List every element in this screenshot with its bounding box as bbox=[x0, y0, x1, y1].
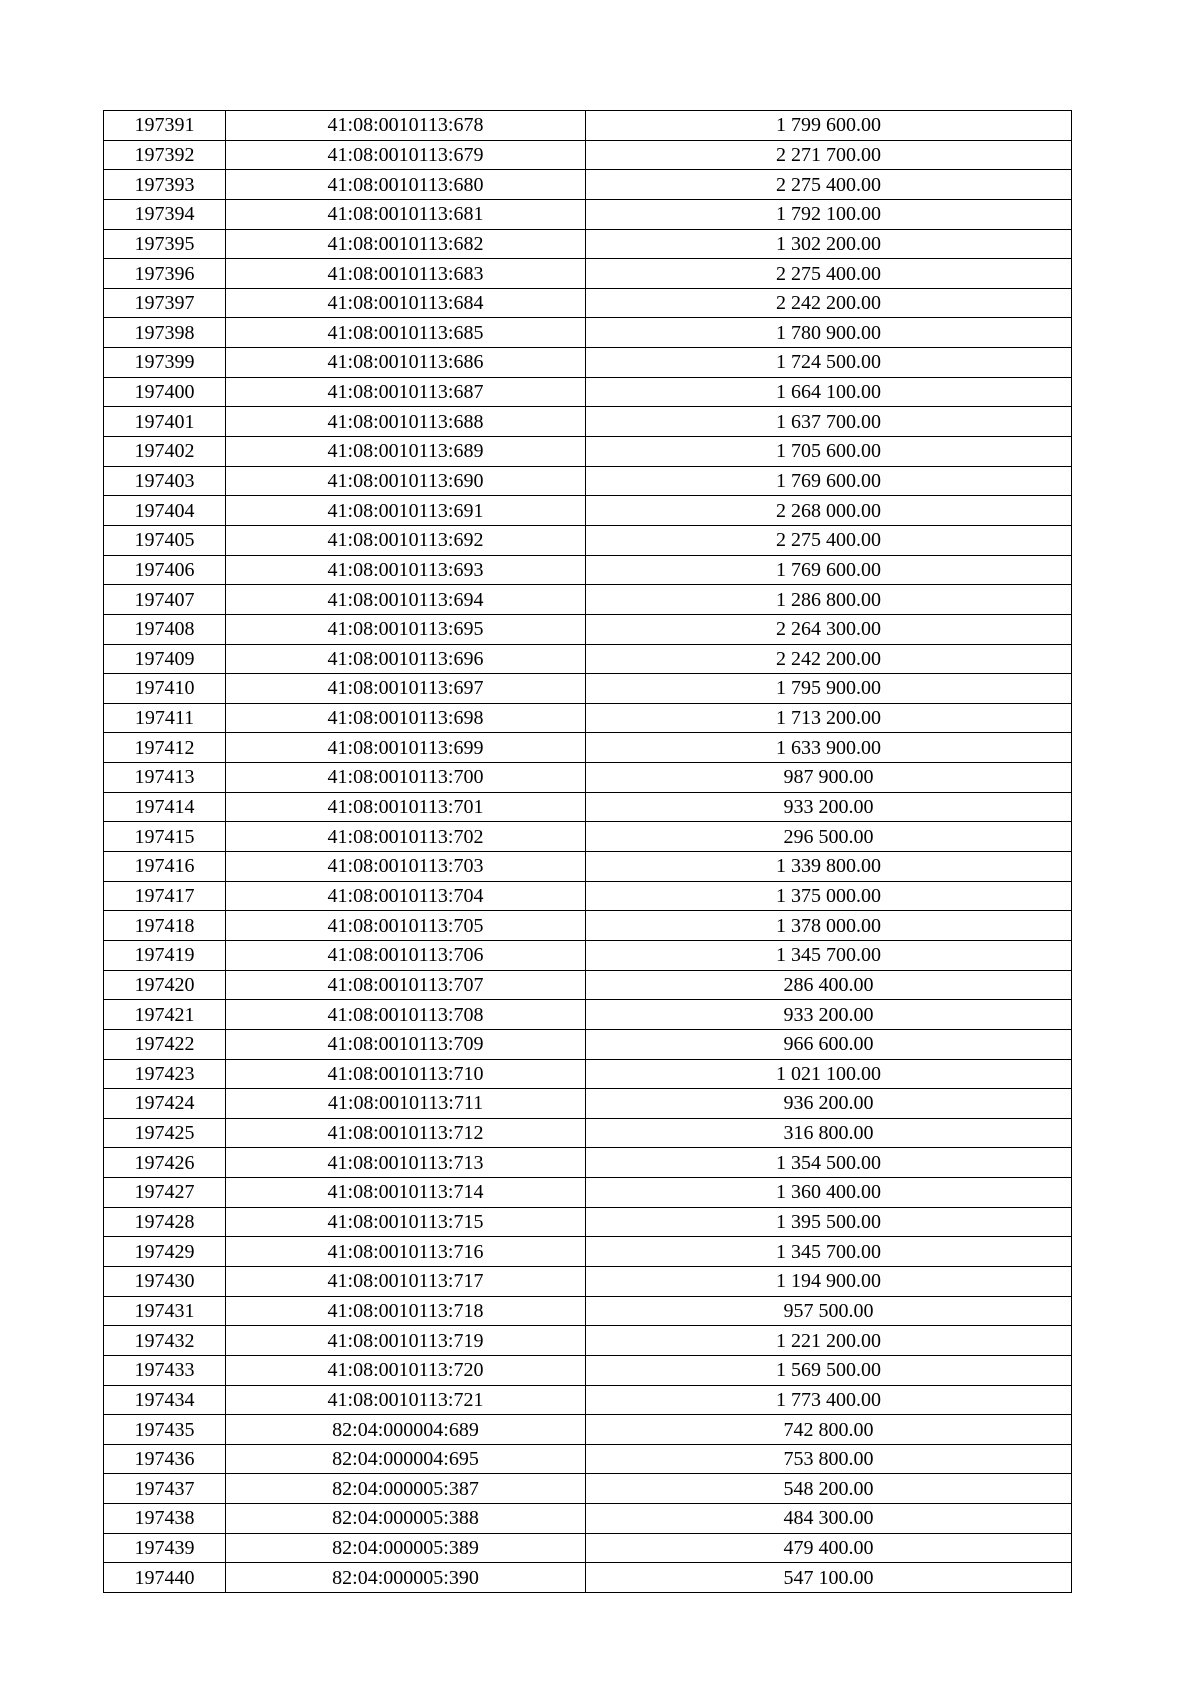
cadastral-value-cell: 1 345 700.00 bbox=[586, 1237, 1072, 1267]
cadastral-number-cell: 41:08:0010113:708 bbox=[226, 1000, 586, 1030]
cadastral-number-cell: 82:04:000005:387 bbox=[226, 1474, 586, 1504]
cadastral-number-cell: 41:08:0010113:707 bbox=[226, 970, 586, 1000]
table-row bbox=[104, 437, 1072, 467]
table-row bbox=[104, 318, 1072, 348]
cadastral-number-cell: 41:08:0010113:685 bbox=[226, 318, 586, 348]
cadastral-number-cell: 41:08:0010113:696 bbox=[226, 644, 586, 674]
cadastral-value-cell: 2 271 700.00 bbox=[586, 140, 1072, 170]
cadastral-value-cell: 1 713 200.00 bbox=[586, 703, 1072, 733]
table-row bbox=[104, 1444, 1072, 1474]
row-number-cell: 197400 bbox=[104, 377, 226, 407]
table-row bbox=[104, 644, 1072, 674]
row-number-cell: 197395 bbox=[104, 229, 226, 259]
row-number-cell: 197403 bbox=[104, 466, 226, 496]
cadastral-number-cell: 41:08:0010113:705 bbox=[226, 911, 586, 941]
cadastral-number-cell: 41:08:0010113:689 bbox=[226, 437, 586, 467]
cadastral-number-cell: 41:08:0010113:678 bbox=[226, 111, 586, 141]
table-row bbox=[104, 1029, 1072, 1059]
cadastral-number-cell: 82:04:000004:689 bbox=[226, 1415, 586, 1445]
table-row bbox=[104, 822, 1072, 852]
row-number-cell: 197440 bbox=[104, 1563, 226, 1593]
row-number-cell: 197432 bbox=[104, 1326, 226, 1356]
table-row bbox=[104, 1266, 1072, 1296]
cadastral-value-cell: 1 664 100.00 bbox=[586, 377, 1072, 407]
cadastral-number-cell: 82:04:000005:390 bbox=[226, 1563, 586, 1593]
row-number-cell: 197429 bbox=[104, 1237, 226, 1267]
table-row bbox=[104, 733, 1072, 763]
cadastral-value-cell: 987 900.00 bbox=[586, 763, 1072, 793]
row-number-cell: 197427 bbox=[104, 1178, 226, 1208]
row-number-cell: 197424 bbox=[104, 1089, 226, 1119]
row-number-cell: 197425 bbox=[104, 1118, 226, 1148]
table-row bbox=[104, 1237, 1072, 1267]
table-body bbox=[104, 111, 1072, 1593]
table-row bbox=[104, 1326, 1072, 1356]
cadastral-number-cell: 41:08:0010113:691 bbox=[226, 496, 586, 526]
table-row bbox=[104, 1118, 1072, 1148]
table-row bbox=[104, 140, 1072, 170]
cadastral-value-cell: 966 600.00 bbox=[586, 1029, 1072, 1059]
cadastral-value-cell: 479 400.00 bbox=[586, 1533, 1072, 1563]
cadastral-value-cell: 1 724 500.00 bbox=[586, 348, 1072, 378]
table-row bbox=[104, 496, 1072, 526]
table-row bbox=[104, 763, 1072, 793]
cadastral-number-cell: 41:08:0010113:694 bbox=[226, 585, 586, 615]
cadastral-value-cell: 1 799 600.00 bbox=[586, 111, 1072, 141]
row-number-cell: 197405 bbox=[104, 525, 226, 555]
row-number-cell: 197436 bbox=[104, 1444, 226, 1474]
table-row bbox=[104, 970, 1072, 1000]
cadastral-number-cell: 41:08:0010113:704 bbox=[226, 881, 586, 911]
row-number-cell: 197433 bbox=[104, 1355, 226, 1385]
cadastral-value-cell: 286 400.00 bbox=[586, 970, 1072, 1000]
cadastral-value-cell: 316 800.00 bbox=[586, 1118, 1072, 1148]
cadastral-value-cell: 753 800.00 bbox=[586, 1444, 1072, 1474]
row-number-cell: 197437 bbox=[104, 1474, 226, 1504]
cadastral-value-cell: 1 637 700.00 bbox=[586, 407, 1072, 437]
row-number-cell: 197434 bbox=[104, 1385, 226, 1415]
row-number-cell: 197417 bbox=[104, 881, 226, 911]
cadastral-value-cell: 2 275 400.00 bbox=[586, 259, 1072, 289]
cadastral-number-cell: 41:08:0010113:690 bbox=[226, 466, 586, 496]
row-number-cell: 197428 bbox=[104, 1207, 226, 1237]
cadastral-value-cell: 1 795 900.00 bbox=[586, 674, 1072, 704]
table-row bbox=[104, 111, 1072, 141]
table-row bbox=[104, 1504, 1072, 1534]
cadastral-number-cell: 41:08:0010113:721 bbox=[226, 1385, 586, 1415]
cadastral-value-cell: 1 378 000.00 bbox=[586, 911, 1072, 941]
cadastral-value-cell: 1 194 900.00 bbox=[586, 1266, 1072, 1296]
table-row bbox=[104, 1000, 1072, 1030]
cadastral-value-cell: 1 773 400.00 bbox=[586, 1385, 1072, 1415]
cadastral-value-cell: 2 242 200.00 bbox=[586, 288, 1072, 318]
cadastral-value-cell: 2 268 000.00 bbox=[586, 496, 1072, 526]
table-row bbox=[104, 940, 1072, 970]
table-row bbox=[104, 1563, 1072, 1593]
cadastral-value-cell: 1 286 800.00 bbox=[586, 585, 1072, 615]
row-number-cell: 197423 bbox=[104, 1059, 226, 1089]
cadastral-value-cell: 2 275 400.00 bbox=[586, 170, 1072, 200]
cadastral-number-cell: 41:08:0010113:717 bbox=[226, 1266, 586, 1296]
cadastral-number-cell: 41:08:0010113:720 bbox=[226, 1355, 586, 1385]
table-row bbox=[104, 1355, 1072, 1385]
row-number-cell: 197430 bbox=[104, 1266, 226, 1296]
table-row bbox=[104, 585, 1072, 615]
row-number-cell: 197422 bbox=[104, 1029, 226, 1059]
row-number-cell: 197431 bbox=[104, 1296, 226, 1326]
cadastral-value-cell: 1 792 100.00 bbox=[586, 199, 1072, 229]
cadastral-number-cell: 41:08:0010113:714 bbox=[226, 1178, 586, 1208]
cadastral-number-cell: 41:08:0010113:688 bbox=[226, 407, 586, 437]
table-row bbox=[104, 1207, 1072, 1237]
table-row bbox=[104, 466, 1072, 496]
table-row bbox=[104, 1089, 1072, 1119]
cadastral-number-cell: 41:08:0010113:706 bbox=[226, 940, 586, 970]
cadastral-number-cell: 41:08:0010113:709 bbox=[226, 1029, 586, 1059]
row-number-cell: 197415 bbox=[104, 822, 226, 852]
cadastral-number-cell: 41:08:0010113:703 bbox=[226, 852, 586, 882]
row-number-cell: 197413 bbox=[104, 763, 226, 793]
cadastral-number-cell: 41:08:0010113:698 bbox=[226, 703, 586, 733]
cadastral-value-cell: 1 769 600.00 bbox=[586, 555, 1072, 585]
table-row bbox=[104, 792, 1072, 822]
cadastral-number-cell: 41:08:0010113:695 bbox=[226, 614, 586, 644]
row-number-cell: 197396 bbox=[104, 259, 226, 289]
cadastral-value-cell: 1 354 500.00 bbox=[586, 1148, 1072, 1178]
row-number-cell: 197407 bbox=[104, 585, 226, 615]
cadastral-number-cell: 41:08:0010113:693 bbox=[226, 555, 586, 585]
cadastral-number-cell: 41:08:0010113:692 bbox=[226, 525, 586, 555]
cadastral-number-cell: 41:08:0010113:683 bbox=[226, 259, 586, 289]
row-number-cell: 197410 bbox=[104, 674, 226, 704]
cadastral-number-cell: 41:08:0010113:711 bbox=[226, 1089, 586, 1119]
cadastral-value-cell: 2 242 200.00 bbox=[586, 644, 1072, 674]
table-row bbox=[104, 852, 1072, 882]
table-row bbox=[104, 1415, 1072, 1445]
row-number-cell: 197393 bbox=[104, 170, 226, 200]
table-row bbox=[104, 288, 1072, 318]
row-number-cell: 197398 bbox=[104, 318, 226, 348]
row-number-cell: 197438 bbox=[104, 1504, 226, 1534]
cadastral-number-cell: 41:08:0010113:687 bbox=[226, 377, 586, 407]
cadastral-number-cell: 41:08:0010113:715 bbox=[226, 1207, 586, 1237]
row-number-cell: 197404 bbox=[104, 496, 226, 526]
table-row bbox=[104, 1533, 1072, 1563]
cadastral-number-cell: 41:08:0010113:697 bbox=[226, 674, 586, 704]
row-number-cell: 197416 bbox=[104, 852, 226, 882]
row-number-cell: 197408 bbox=[104, 614, 226, 644]
cadastral-value-cell: 1 375 000.00 bbox=[586, 881, 1072, 911]
cadastral-value-cell: 2 275 400.00 bbox=[586, 525, 1072, 555]
table-row bbox=[104, 1178, 1072, 1208]
table-row bbox=[104, 229, 1072, 259]
row-number-cell: 197435 bbox=[104, 1415, 226, 1445]
row-number-cell: 197401 bbox=[104, 407, 226, 437]
cadastral-number-cell: 41:08:0010113:684 bbox=[226, 288, 586, 318]
cadastral-number-cell: 41:08:0010113:686 bbox=[226, 348, 586, 378]
cadastral-value-cell: 1 339 800.00 bbox=[586, 852, 1072, 882]
table-row bbox=[104, 674, 1072, 704]
cadastral-value-cell: 1 705 600.00 bbox=[586, 437, 1072, 467]
row-number-cell: 197397 bbox=[104, 288, 226, 318]
row-number-cell: 197402 bbox=[104, 437, 226, 467]
table-row bbox=[104, 199, 1072, 229]
cadastral-value-cell: 1 569 500.00 bbox=[586, 1355, 1072, 1385]
row-number-cell: 197439 bbox=[104, 1533, 226, 1563]
cadastral-value-cell: 2 264 300.00 bbox=[586, 614, 1072, 644]
table-row bbox=[104, 170, 1072, 200]
table-row bbox=[104, 377, 1072, 407]
cadastral-number-cell: 41:08:0010113:679 bbox=[226, 140, 586, 170]
row-number-cell: 197406 bbox=[104, 555, 226, 585]
cadastral-number-cell: 41:08:0010113:700 bbox=[226, 763, 586, 793]
table-row bbox=[104, 525, 1072, 555]
table-row bbox=[104, 1474, 1072, 1504]
table-row bbox=[104, 911, 1072, 941]
cadastral-value-cell: 936 200.00 bbox=[586, 1089, 1072, 1119]
cadastral-number-cell: 41:08:0010113:699 bbox=[226, 733, 586, 763]
cadastral-number-cell: 41:08:0010113:712 bbox=[226, 1118, 586, 1148]
row-number-cell: 197419 bbox=[104, 940, 226, 970]
cadastral-value-cell: 1 360 400.00 bbox=[586, 1178, 1072, 1208]
table-row bbox=[104, 1148, 1072, 1178]
table-row bbox=[104, 407, 1072, 437]
cadastral-number-cell: 82:04:000005:389 bbox=[226, 1533, 586, 1563]
cadastral-number-cell: 41:08:0010113:710 bbox=[226, 1059, 586, 1089]
row-number-cell: 197409 bbox=[104, 644, 226, 674]
cadastral-number-cell: 41:08:0010113:716 bbox=[226, 1237, 586, 1267]
row-number-cell: 197391 bbox=[104, 111, 226, 141]
table-row bbox=[104, 1059, 1072, 1089]
table-row bbox=[104, 348, 1072, 378]
cadastral-number-cell: 41:08:0010113:701 bbox=[226, 792, 586, 822]
cadastral-number-cell: 41:08:0010113:713 bbox=[226, 1148, 586, 1178]
cadastral-number-cell: 41:08:0010113:718 bbox=[226, 1296, 586, 1326]
cadastral-value-table bbox=[103, 110, 1072, 1593]
cadastral-value-cell: 547 100.00 bbox=[586, 1563, 1072, 1593]
cadastral-value-cell: 1 302 200.00 bbox=[586, 229, 1072, 259]
cadastral-value-cell: 957 500.00 bbox=[586, 1296, 1072, 1326]
row-number-cell: 197399 bbox=[104, 348, 226, 378]
cadastral-number-cell: 41:08:0010113:719 bbox=[226, 1326, 586, 1356]
cadastral-number-cell: 82:04:000004:695 bbox=[226, 1444, 586, 1474]
cadastral-value-cell: 1 221 200.00 bbox=[586, 1326, 1072, 1356]
cadastral-value-cell: 1 395 500.00 bbox=[586, 1207, 1072, 1237]
cadastral-value-cell: 548 200.00 bbox=[586, 1474, 1072, 1504]
table-row bbox=[104, 614, 1072, 644]
table-row bbox=[104, 1385, 1072, 1415]
row-number-cell: 197411 bbox=[104, 703, 226, 733]
table-row bbox=[104, 555, 1072, 585]
cadastral-number-cell: 41:08:0010113:682 bbox=[226, 229, 586, 259]
row-number-cell: 197426 bbox=[104, 1148, 226, 1178]
cadastral-value-cell: 1 345 700.00 bbox=[586, 940, 1072, 970]
row-number-cell: 197418 bbox=[104, 911, 226, 941]
row-number-cell: 197394 bbox=[104, 199, 226, 229]
row-number-cell: 197420 bbox=[104, 970, 226, 1000]
cadastral-number-cell: 41:08:0010113:702 bbox=[226, 822, 586, 852]
cadastral-number-cell: 41:08:0010113:681 bbox=[226, 199, 586, 229]
cadastral-value-cell: 484 300.00 bbox=[586, 1504, 1072, 1534]
row-number-cell: 197421 bbox=[104, 1000, 226, 1030]
cadastral-value-cell: 1 021 100.00 bbox=[586, 1059, 1072, 1089]
cadastral-number-cell: 82:04:000005:388 bbox=[226, 1504, 586, 1534]
cadastral-value-cell: 742 800.00 bbox=[586, 1415, 1072, 1445]
cadastral-value-cell: 1 633 900.00 bbox=[586, 733, 1072, 763]
row-number-cell: 197414 bbox=[104, 792, 226, 822]
cadastral-value-cell: 933 200.00 bbox=[586, 792, 1072, 822]
cadastral-value-cell: 933 200.00 bbox=[586, 1000, 1072, 1030]
cadastral-value-cell: 1 780 900.00 bbox=[586, 318, 1072, 348]
row-number-cell: 197392 bbox=[104, 140, 226, 170]
table-row bbox=[104, 259, 1072, 289]
row-number-cell: 197412 bbox=[104, 733, 226, 763]
table-row bbox=[104, 881, 1072, 911]
cadastral-value-cell: 296 500.00 bbox=[586, 822, 1072, 852]
cadastral-value-cell: 1 769 600.00 bbox=[586, 466, 1072, 496]
table-row bbox=[104, 1296, 1072, 1326]
table-row bbox=[104, 703, 1072, 733]
cadastral-number-cell: 41:08:0010113:680 bbox=[226, 170, 586, 200]
